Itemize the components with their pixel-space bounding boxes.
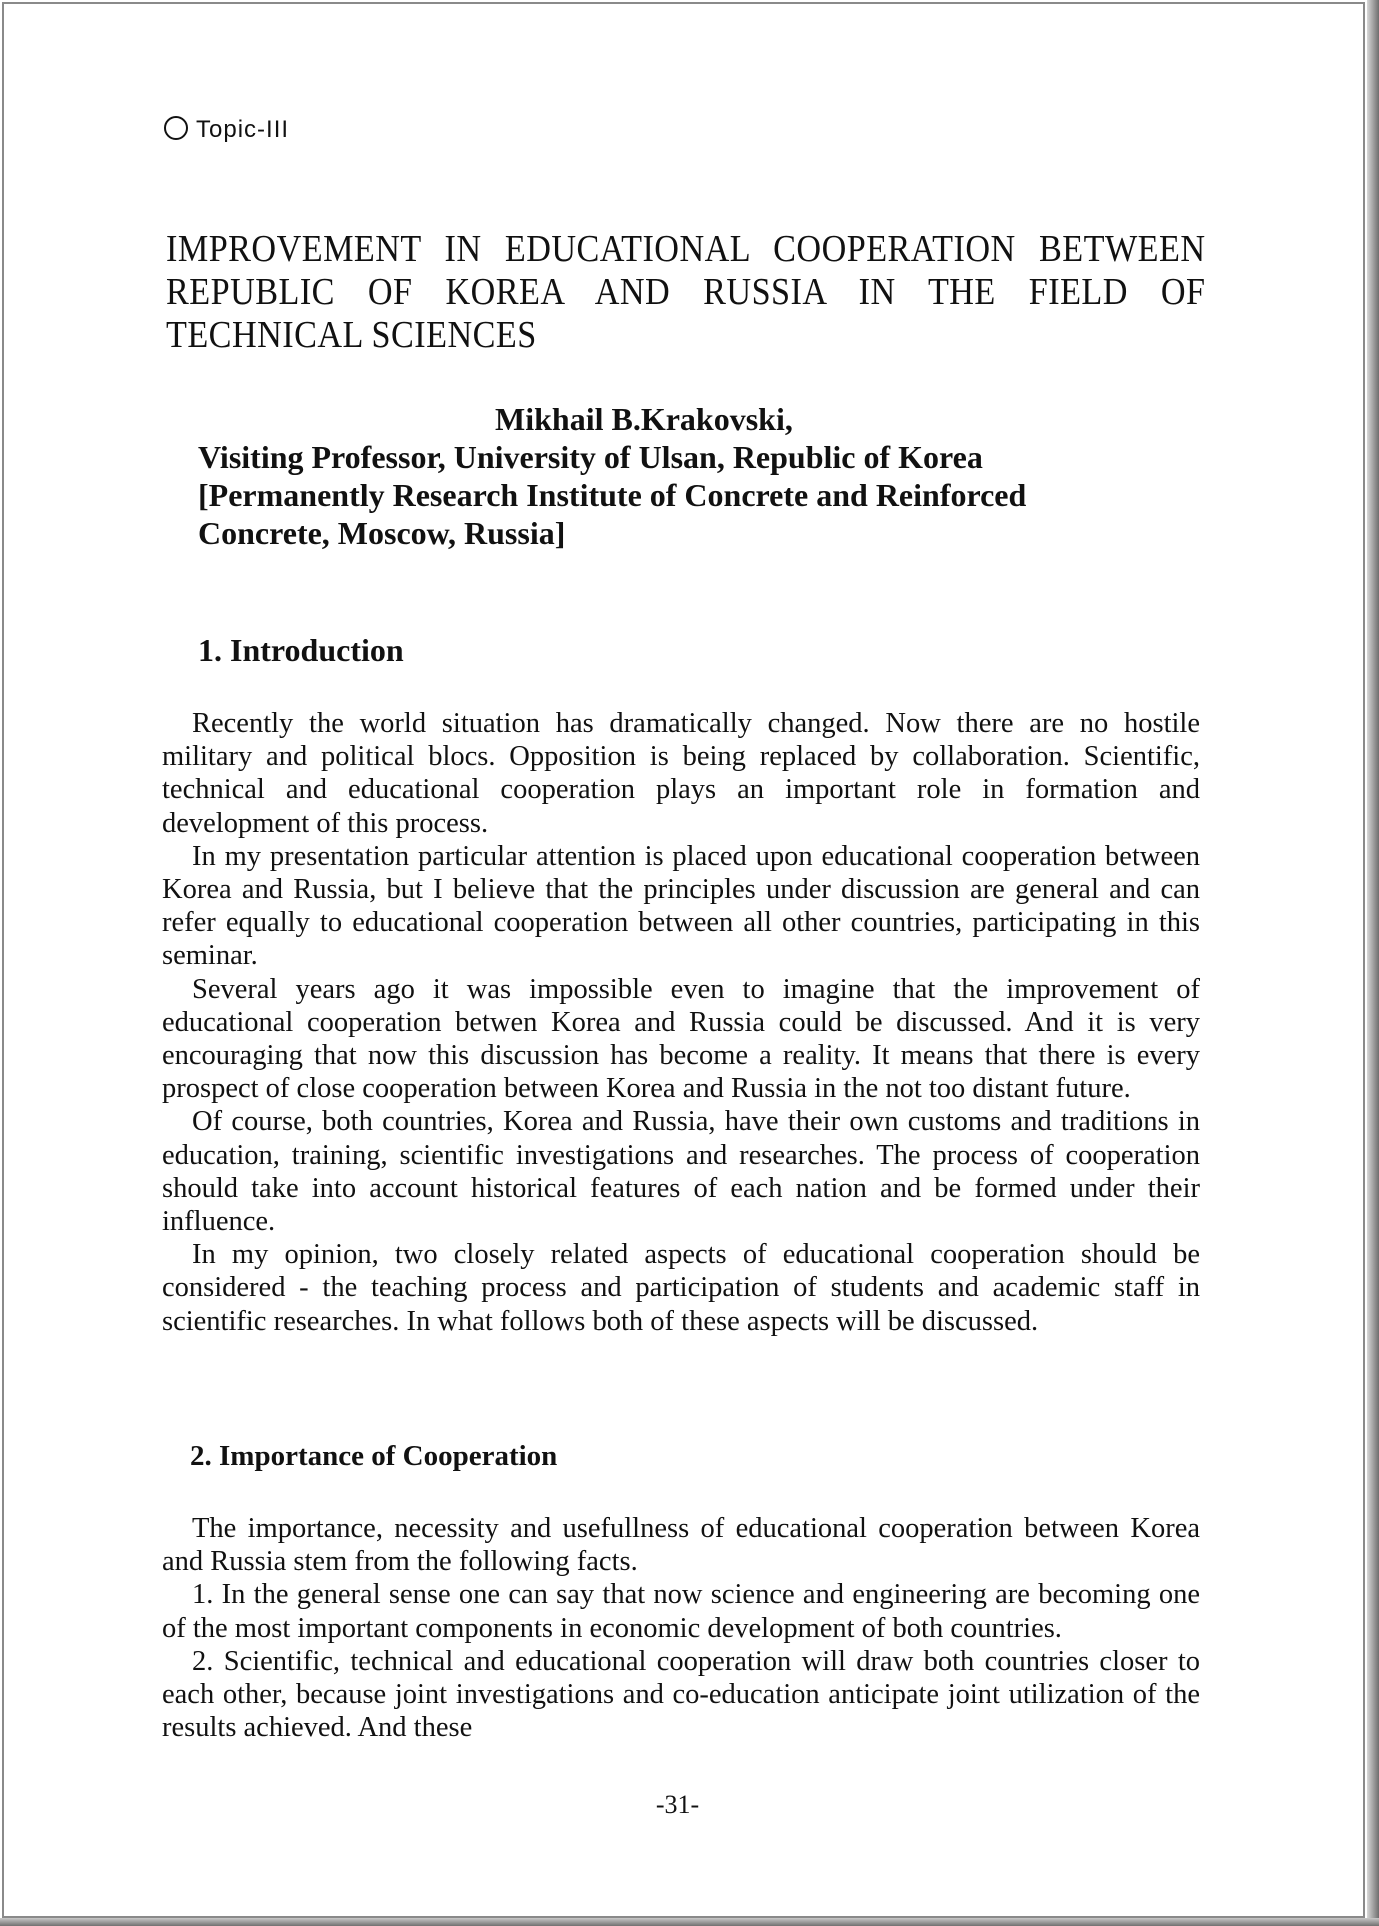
paragraph: In my presentation particular attention is placed upon educational cooperation between Korea and Russia, but I believe that the principles under discussion are general and can refer equally to educational cooperation between all other countries, participating in this seminar. [162,840,1200,972]
section-body-introduction [162,707,1200,1338]
paragraph: Of course, both countries, Korea and Russia, have their own customs and traditions in education, training, scientific investigations and researches. The process of cooperation should take into account historical features of each nation and be formed under their influence. [162,1106,1200,1238]
topic-label [164,116,289,144]
section-heading-importance: 2. Importance of Cooperation [190,1440,558,1472]
circle-bullet-icon [164,116,188,140]
paragraph: The importance, necessity and usefullness of educational cooperation between Korea and Russia stem from the following facts. [162,1513,1200,1578]
paragraph: In my opinion, two closely related aspects of educational cooperation should be considered - the teaching process and participation of students and academic staff in scientific researches. In what follows both of these aspects will be discussed. [162,1239,1200,1337]
list-item: 2. Scientific, technical and educational cooperation will draw both countries closer to each other, because joint investigations and co-education anticipate joint utilization of the results achieved. And these [162,1645,1200,1744]
paragraph: Several years ago it was impossible even to imagine that the improvement of educational cooperation betwen Korea and Russia could be discussed. And it is very encouraging that now this discussion has become a reality. It means that there is every prospect of close cooperation between Korea and Russia in the not too distant future. [162,973,1200,1105]
author-position: Visiting Professor, University of Ulsan, Republic of Korea [198,439,983,475]
page-number: -31- [655,1790,700,1819]
page-shadow-bottom [0,1918,1379,1926]
section-heading-introduction: 1. Introduction [198,632,404,668]
author-block [198,400,1198,552]
author-affiliation-line1: [Permanently Research Institute of Concrete and Reinforced [198,477,1027,513]
topic-text: Topic-III [196,116,290,143]
page-shadow-right [1367,0,1379,1926]
paper-title: IMPROVEMENT IN EDUCATIONAL COOPERATION BETWEEN REPUBLIC OF KOREA AND RUSSIA IN THE FIELD OF TECHNICAL SCIENCES [166,228,1206,356]
list-item: 1. In the general sense one can say that now science and engineering are becoming one of the most important components in economic development of both countries. [162,1579,1200,1644]
author-affiliation-line2: Concrete, Moscow, Russia] [198,515,566,551]
section-body-importance [162,1512,1200,1744]
author-name: Mikhail B.Krakovski, [495,401,793,437]
paragraph: Recently the world situation has dramatically changed. Now there are no hostile military and political blocs. Opposition is being replaced by collaboration. Scientific, technical and educational cooperation plays an important role in formation and development of this process. [162,708,1200,839]
